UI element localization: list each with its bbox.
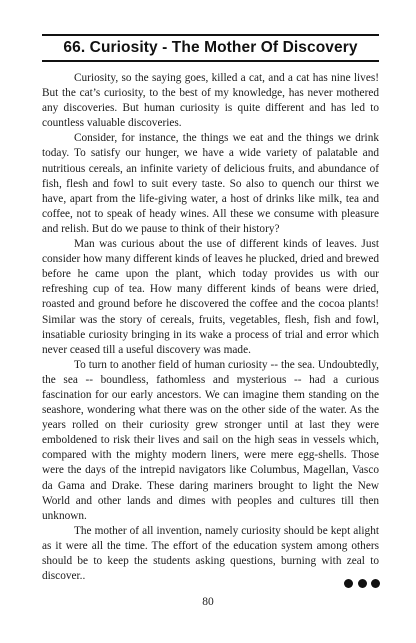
paragraph-5: The mother of all invention, namely curiosity should be kept alight as it were all the time. The effort of the education system among others should be to keep the students asking questions, burning with zeal to discover.. — [42, 524, 379, 583]
paragraph-2: Consider, for instance, the things we eat and the things we drink today. To satisfy our hunger, we have a wide variety of palatable and nutritious cereals, an infinite variety of delicious fruits, and abundance of fish, flesh and fowl to suit every taste. So also to quench our thirst we have, apart from the life-giving water, a host of drinks like milk, tea and coffee, not to speak of heady wines. All these we consume with pleasure and relish. But do we pause to think of their history? — [42, 132, 379, 235]
paragraph-3: Man was curious about the use of different kinds of leaves. Just consider how many different kinds of leaves he plucked, dried and brewed before he came upon the plant, which today provides us with our refreshing cup of tea. How many different kinds of beans were dried, roasted and ground before he discovered the coffee and the cocoa plants! Similar was the story of cereals, fruits, vegetables, flesh, fish and fowl, insatiable curiosity bringing in its wake a process of trial and error which never ceased till a useful discovery was made. — [42, 238, 379, 356]
page-content — [42, 34, 379, 584]
ornament-dot — [344, 579, 353, 588]
ornament-dot — [358, 579, 367, 588]
ornament-dot — [371, 579, 380, 588]
end-ornament-icon — [344, 579, 380, 589]
page-title: 66. Curiosity - The Mother Of Discovery — [42, 34, 379, 62]
page-number: 80 — [202, 596, 214, 608]
paragraph-4: To turn to another field of human curiosity -- the sea. Undoubtedly, the sea -- boundless, fathomless and mysterious -- had a curious fascination for our early ancestors. We can imagine them standing on the seashore, wondering what there was on the other side of the water. As the years rolled on their curiosity grew stronger until at last they were emboldened to risk their lives and sail on the high seas in vessels which, compared with the mighty modern liners, were mere egg-shells. Those were the days of the intrepid navigators like Columbus, Magellan, Vasco da Gama and Drake. These daring mariners brought to light the New World and other lands and dimes with peoples and cultures till then unknown. — [42, 358, 379, 522]
paragraph-1: Curiosity, so the saying goes, killed a cat, and a cat has nine lives! But the cat’s curiosity, to the best of my knowledge, has never mothered any discoveries. But human curiosity is quite different and has led to countless valuable discoveries. — [42, 72, 379, 130]
body-text — [42, 71, 379, 584]
